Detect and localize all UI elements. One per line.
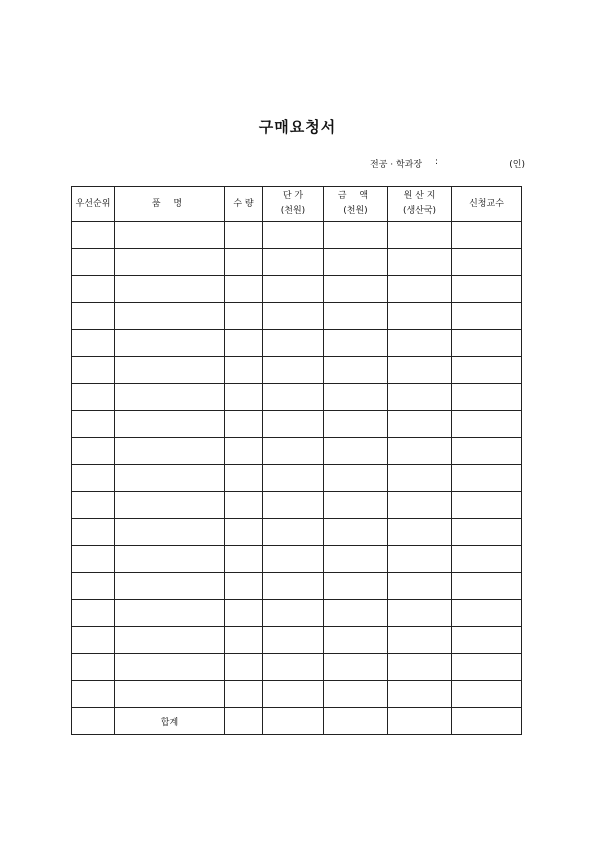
amount-cell[interactable] (324, 438, 388, 465)
unit-price-cell[interactable] (263, 357, 324, 384)
origin-cell[interactable] (388, 411, 452, 438)
item-name-cell[interactable] (115, 519, 225, 546)
quantity-cell[interactable] (225, 573, 263, 600)
table-row (72, 411, 522, 438)
header-unit-price-unit: (천원) (280, 206, 306, 216)
purchase-request-table (71, 186, 522, 735)
priority-cell[interactable] (72, 330, 115, 357)
item-name-cell[interactable] (115, 384, 225, 411)
amount-cell[interactable] (324, 681, 388, 708)
total-priority-cell[interactable] (72, 708, 115, 735)
item-name-cell[interactable] (115, 681, 225, 708)
seal-label: (인) (509, 160, 525, 170)
requester-cell[interactable] (452, 384, 522, 411)
priority-cell[interactable] (72, 627, 115, 654)
amount-cell[interactable] (324, 303, 388, 330)
table-row (72, 573, 522, 600)
requester-cell[interactable] (452, 681, 522, 708)
priority-cell[interactable] (72, 600, 115, 627)
origin-cell[interactable] (388, 654, 452, 681)
quantity-cell[interactable] (225, 654, 263, 681)
item-name-cell[interactable] (115, 438, 225, 465)
unit-price-cell[interactable] (263, 627, 324, 654)
requester-cell[interactable] (452, 573, 522, 600)
amount-cell[interactable] (324, 654, 388, 681)
item-name-cell[interactable] (115, 600, 225, 627)
table-row (72, 222, 522, 249)
quantity-cell[interactable] (225, 492, 263, 519)
unit-price-cell[interactable] (263, 438, 324, 465)
item-name-cell[interactable] (115, 303, 225, 330)
total-label-cell (115, 708, 225, 735)
table-row (72, 627, 522, 654)
item-name-cell[interactable] (115, 249, 225, 276)
total-origin-cell[interactable] (388, 708, 452, 735)
unit-price-cell[interactable] (263, 411, 324, 438)
table-row (72, 330, 522, 357)
amount-cell[interactable] (324, 546, 388, 573)
table-row (72, 249, 522, 276)
amount-cell[interactable] (324, 492, 388, 519)
quantity-cell[interactable] (225, 222, 263, 249)
origin-cell[interactable] (388, 681, 452, 708)
origin-cell[interactable] (388, 222, 452, 249)
approver-colon: : (435, 157, 439, 167)
header-priority-label: 우선순위 (75, 198, 111, 209)
header-origin-sub: (생산국) (402, 206, 437, 216)
unit-price-cell[interactable] (263, 276, 324, 303)
header-amount-unit: (천원) (343, 206, 368, 216)
unit-price-cell[interactable] (263, 573, 324, 600)
quantity-cell[interactable] (225, 465, 263, 492)
requester-cell[interactable] (452, 465, 522, 492)
quantity-cell[interactable] (225, 330, 263, 357)
requester-cell[interactable] (452, 627, 522, 654)
header-origin (388, 187, 452, 222)
priority-cell[interactable] (72, 357, 115, 384)
quantity-cell[interactable] (225, 546, 263, 573)
unit-price-cell[interactable] (263, 303, 324, 330)
unit-price-cell[interactable] (263, 465, 324, 492)
amount-cell[interactable] (324, 330, 388, 357)
quantity-cell[interactable] (225, 627, 263, 654)
origin-cell[interactable] (388, 546, 452, 573)
header-origin-label: 원 산 지 (403, 191, 436, 201)
total-unit-price-cell[interactable] (263, 708, 324, 735)
quantity-cell[interactable] (225, 384, 263, 411)
requester-cell[interactable] (452, 276, 522, 303)
approver-label: 전공 · 학과장 (370, 160, 423, 170)
quantity-cell[interactable] (225, 411, 263, 438)
requester-cell[interactable] (452, 303, 522, 330)
priority-cell[interactable] (72, 546, 115, 573)
quantity-cell[interactable] (225, 681, 263, 708)
total-quantity-cell[interactable] (225, 708, 263, 735)
requester-cell[interactable] (452, 519, 522, 546)
table-row (72, 519, 522, 546)
requester-cell[interactable] (452, 654, 522, 681)
priority-cell[interactable] (72, 303, 115, 330)
requester-cell[interactable] (452, 546, 522, 573)
requester-cell[interactable] (452, 492, 522, 519)
header-amount (324, 187, 388, 222)
requester-cell[interactable] (452, 411, 522, 438)
amount-cell[interactable] (324, 600, 388, 627)
amount-cell[interactable] (324, 249, 388, 276)
priority-cell[interactable] (72, 681, 115, 708)
header-priority (72, 187, 115, 222)
amount-cell[interactable] (324, 357, 388, 384)
item-name-cell[interactable] (115, 222, 225, 249)
table-body (72, 222, 522, 735)
header-quantity-label: 수 량 (233, 198, 254, 209)
requester-cell[interactable] (452, 357, 522, 384)
table-row (72, 357, 522, 384)
document-title: 구매요청서 (258, 118, 337, 136)
table-header-row (72, 187, 522, 222)
table-row (72, 438, 522, 465)
origin-cell[interactable] (388, 573, 452, 600)
total-label: 합계 (160, 717, 179, 728)
requester-cell[interactable] (452, 438, 522, 465)
requester-cell[interactable] (452, 330, 522, 357)
origin-cell[interactable] (388, 330, 452, 357)
quantity-cell[interactable] (225, 303, 263, 330)
unit-price-cell[interactable] (263, 222, 324, 249)
item-name-cell[interactable] (115, 411, 225, 438)
quantity-cell[interactable] (225, 249, 263, 276)
amount-cell[interactable] (324, 384, 388, 411)
amount-cell[interactable] (324, 627, 388, 654)
approver-signature-line (300, 157, 525, 171)
table-row (72, 492, 522, 519)
origin-cell[interactable] (388, 519, 452, 546)
priority-cell[interactable] (72, 222, 115, 249)
amount-cell[interactable] (324, 222, 388, 249)
requester-cell[interactable] (452, 600, 522, 627)
item-name-cell[interactable] (115, 546, 225, 573)
unit-price-cell[interactable] (263, 600, 324, 627)
item-name-cell[interactable] (115, 465, 225, 492)
origin-cell[interactable] (388, 600, 452, 627)
table-row (72, 384, 522, 411)
origin-cell[interactable] (388, 303, 452, 330)
priority-cell[interactable] (72, 411, 115, 438)
origin-cell[interactable] (388, 384, 452, 411)
header-item-name-label: 품 명 (151, 198, 188, 209)
priority-cell[interactable] (72, 465, 115, 492)
header-unit-price-label: 단 가 (282, 191, 304, 201)
priority-cell[interactable] (72, 438, 115, 465)
item-name-cell[interactable] (115, 492, 225, 519)
header-quantity (225, 187, 263, 222)
priority-cell[interactable] (72, 249, 115, 276)
quantity-cell[interactable] (225, 600, 263, 627)
header-item-name (115, 187, 225, 222)
table-row (72, 303, 522, 330)
unit-price-cell[interactable] (263, 249, 324, 276)
quantity-cell[interactable] (225, 276, 263, 303)
quantity-cell[interactable] (225, 357, 263, 384)
amount-cell[interactable] (324, 573, 388, 600)
total-amount-cell[interactable] (324, 708, 388, 735)
origin-cell[interactable] (388, 492, 452, 519)
amount-cell[interactable] (324, 519, 388, 546)
item-name-cell[interactable] (115, 627, 225, 654)
origin-cell[interactable] (388, 276, 452, 303)
item-name-cell[interactable] (115, 654, 225, 681)
table-row (72, 465, 522, 492)
unit-price-cell[interactable] (263, 330, 324, 357)
unit-price-cell[interactable] (263, 654, 324, 681)
amount-cell[interactable] (324, 276, 388, 303)
origin-cell[interactable] (388, 465, 452, 492)
table-row (72, 681, 522, 708)
origin-cell[interactable] (388, 627, 452, 654)
header-unit-price (263, 187, 324, 222)
table-row (72, 276, 522, 303)
table-row (72, 546, 522, 573)
amount-cell[interactable] (324, 411, 388, 438)
priority-cell[interactable] (72, 519, 115, 546)
requester-cell[interactable] (452, 249, 522, 276)
quantity-cell[interactable] (225, 438, 263, 465)
table-total-row (72, 708, 522, 735)
table-row (72, 600, 522, 627)
item-name-cell[interactable] (115, 573, 225, 600)
item-name-cell[interactable] (115, 276, 225, 303)
item-name-cell[interactable] (115, 357, 225, 384)
origin-cell[interactable] (388, 249, 452, 276)
total-requester-cell[interactable] (452, 708, 522, 735)
header-amount-label: 금 액 (337, 191, 374, 201)
requester-cell[interactable] (452, 222, 522, 249)
item-name-cell[interactable] (115, 330, 225, 357)
quantity-cell[interactable] (225, 519, 263, 546)
unit-price-cell[interactable] (263, 384, 324, 411)
unit-price-cell[interactable] (263, 681, 324, 708)
unit-price-cell[interactable] (263, 546, 324, 573)
header-requester-label: 신청교수 (469, 198, 504, 209)
priority-cell[interactable] (72, 654, 115, 681)
priority-cell[interactable] (72, 276, 115, 303)
priority-cell[interactable] (72, 573, 115, 600)
priority-cell[interactable] (72, 384, 115, 411)
origin-cell[interactable] (388, 438, 452, 465)
unit-price-cell[interactable] (263, 492, 324, 519)
amount-cell[interactable] (324, 465, 388, 492)
header-requester (452, 187, 522, 222)
unit-price-cell[interactable] (263, 519, 324, 546)
origin-cell[interactable] (388, 357, 452, 384)
table-row (72, 654, 522, 681)
priority-cell[interactable] (72, 492, 115, 519)
